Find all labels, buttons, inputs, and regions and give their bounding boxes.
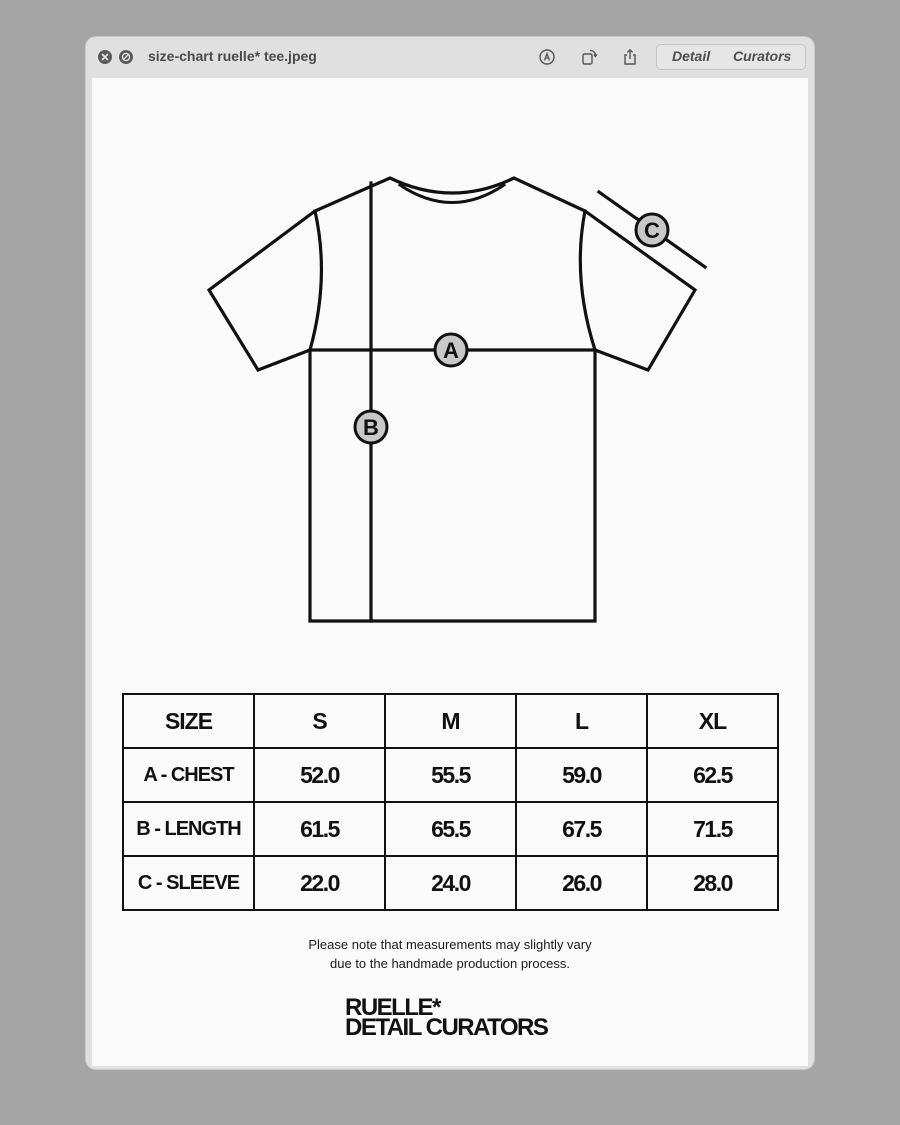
table-cell: 59.0	[516, 748, 647, 802]
header-cell: L	[516, 694, 647, 748]
rotate-icon	[580, 48, 598, 66]
row-label: B - LENGTH	[123, 802, 254, 856]
row-label: A - CHEST	[123, 748, 254, 802]
table-cell: 28.0	[647, 856, 778, 910]
share-icon	[621, 48, 639, 66]
markup-button[interactable]	[537, 47, 557, 67]
marker-a	[435, 334, 467, 366]
table-cell: 65.5	[385, 802, 516, 856]
table-cell: 61.5	[254, 802, 385, 856]
table-cell: 24.0	[385, 856, 516, 910]
close-button[interactable]	[98, 50, 112, 64]
row-label: C - SLEEVE	[123, 856, 254, 910]
left-armhole	[310, 211, 321, 350]
header-cell: SIZE	[123, 694, 254, 748]
rotate-button[interactable]	[579, 47, 599, 67]
title-bar[interactable]	[86, 37, 814, 77]
document-canvas	[92, 78, 808, 1066]
right-armhole	[580, 211, 595, 350]
measurement-note	[92, 935, 808, 973]
toolbar-segmented-control	[656, 44, 806, 70]
table-cell: 52.0	[254, 748, 385, 802]
close-icon	[98, 50, 112, 64]
brand-logo	[345, 994, 548, 1041]
table-header-row	[123, 694, 778, 748]
hide-button[interactable]	[119, 50, 133, 64]
table-cell: 26.0	[516, 856, 647, 910]
marker-b-label: B	[363, 415, 379, 440]
markup-pen-icon	[538, 48, 556, 66]
tab-detail[interactable]: Detail	[672, 48, 711, 64]
window-title: size-chart ruelle* tee.jpeg	[148, 48, 317, 64]
table-cell: 67.5	[516, 802, 647, 856]
header-cell: S	[254, 694, 385, 748]
hide-icon	[119, 50, 133, 64]
table-cell: 71.5	[647, 802, 778, 856]
logo-line: RUELLE*	[345, 994, 440, 1021]
tshirt-diagram	[92, 78, 808, 678]
tab-curators[interactable]: Curators	[733, 48, 792, 64]
marker-a-label: A	[443, 338, 459, 363]
share-button[interactable]	[620, 47, 640, 67]
table-row	[123, 748, 778, 802]
table-row	[123, 802, 778, 856]
tshirt-outline	[209, 178, 695, 621]
header-cell: XL	[647, 694, 778, 748]
marker-c-label: C	[644, 218, 660, 243]
logo-line: DETAIL CURATORS	[345, 1014, 548, 1041]
marker-c	[636, 214, 668, 246]
note-line: Please note that measurements may slightly vary	[308, 937, 592, 952]
table-row	[123, 856, 778, 910]
header-cell: M	[385, 694, 516, 748]
table-cell: 62.5	[647, 748, 778, 802]
table-cell: 55.5	[385, 748, 516, 802]
marker-b	[355, 411, 387, 443]
table-cell: 22.0	[254, 856, 385, 910]
size-table	[122, 693, 779, 911]
note-line: due to the handmade production process.	[330, 956, 570, 971]
